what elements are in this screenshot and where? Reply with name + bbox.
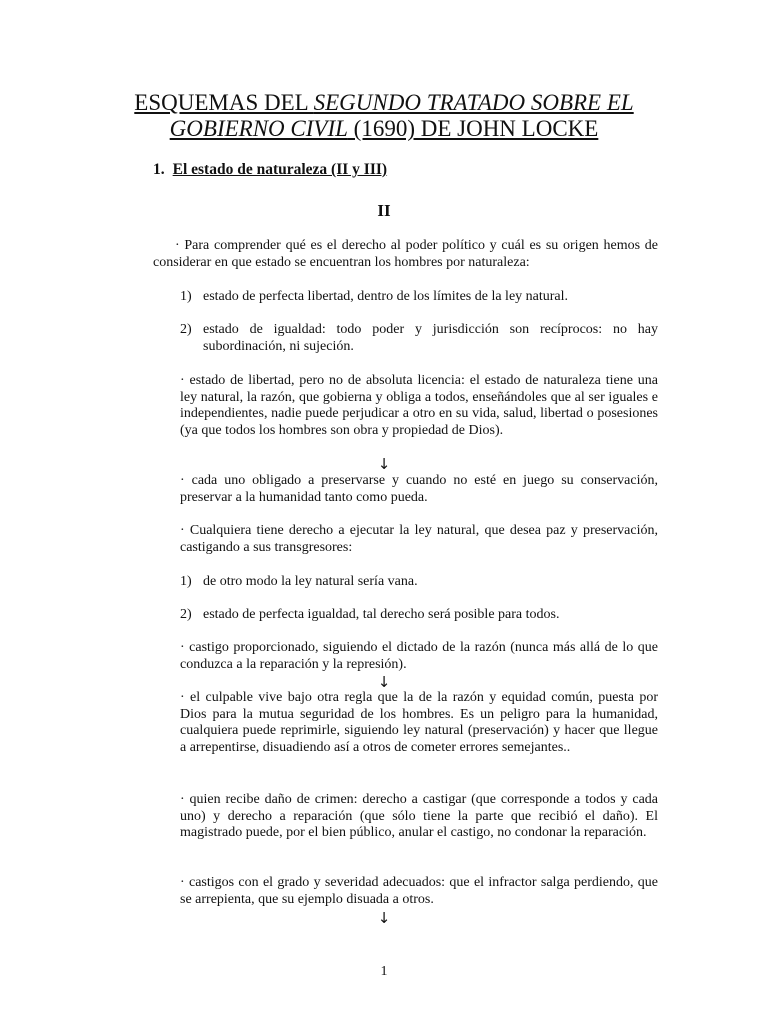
title-italic-text: GOBIERNO CIVIL [169,116,348,141]
title-text: ESQUEMAS DEL [134,90,314,115]
list-item-text: de otro modo la ley natural sería vana. [203,574,418,589]
list-item [180,574,658,591]
paragraph-cualquiera: · Cualquiera tiene derecho a ejecutar la ley natural, que desea paz y preservación, castigando a sus transgresores: [180,523,658,555]
list-item-number: 1) [180,289,192,304]
list-item-number: 1) [180,574,192,589]
list-item [180,322,658,355]
list-item-text: estado de perfecta igualdad, tal derecho será posible para todos. [203,607,560,622]
chapter-numeral: II [377,201,391,220]
document-title-line-2 [0,116,768,142]
list-item-text: estado de perfecta libertad, dentro de los límites de la ley natural. [203,289,569,304]
paragraph-castigo: · castigo proporcionado, siguiendo el dictado de la razón (nunca más allá de lo que conduzca a la reparación y la represión). [180,640,658,672]
paragraph-preservarse: · cada uno obligado a preservarse y cuando no esté en juego su conservación, preservar a la humanidad tanto como pueda. [180,473,658,505]
down-arrow-icon: ↓ [377,455,391,473]
title-italic-text: SEGUNDO TRATADO SOBRE EL [313,90,634,115]
page-number: 1 [380,964,388,979]
down-arrow-icon: ↓ [377,909,391,927]
list-item-number: 2) [180,322,192,337]
section-label: El estado de naturaleza (II y III) [172,161,388,178]
list-item [180,607,658,624]
title-text: (1690) DE JOHN LOCKE [347,116,599,141]
list-item [180,289,658,306]
down-arrow-icon: ↓ [377,673,391,691]
section-number: 1. [153,161,165,178]
list-item-text: estado de igualdad: todo poder y jurisdicción son recíprocos: no hay subordinación, ni sujeción. [203,322,658,354]
paragraph-castigos: · castigos con el grado y severidad adecuados: que el infractor salga perdiendo, que se arrepienta, que su ejemplo disuada a otros. [180,875,658,907]
intro-paragraph: · Para comprender qué es el derecho al poder político y cuál es su origen hemos de considerar en que estado se encuentran los hombres por naturaleza: [153,238,658,270]
paragraph-libertad: · estado de libertad, pero no de absoluta licencia: el estado de naturaleza tiene una ley natural, la razón, que gobierna y obliga a todos, enseñándoles que al ser iguales e independientes, nadie puede perjudicar a otro en su vida, salud, libertad o posesiones (ya que todos los hombres son obra y propiedad de Dios). [180,373,658,439]
list-item-number: 2) [180,607,192,622]
section-heading [153,161,387,179]
paragraph-culpable: · el culpable vive bajo otra regla que la de la razón y equidad común, puesta por Dios para la mutua seguridad de los hombres. Es un peligro para la humanidad, cualquiera puede reprimirle, siguiendo ley natural (preservación) y hacer que llegue a arrepentirse, disuadiendo así a otros de cometer errores semejantes.. [180,690,658,756]
document-title-line-1 [0,90,768,116]
paragraph-quien: · quien recibe daño de crimen: derecho a castigar (que corresponde a todos y cada uno) y derecho a reparación (que sólo tiene la parte que recibió el daño). El magistrado puede, por el bien público, anular el castigo, no condonar la reparación. [180,792,658,841]
